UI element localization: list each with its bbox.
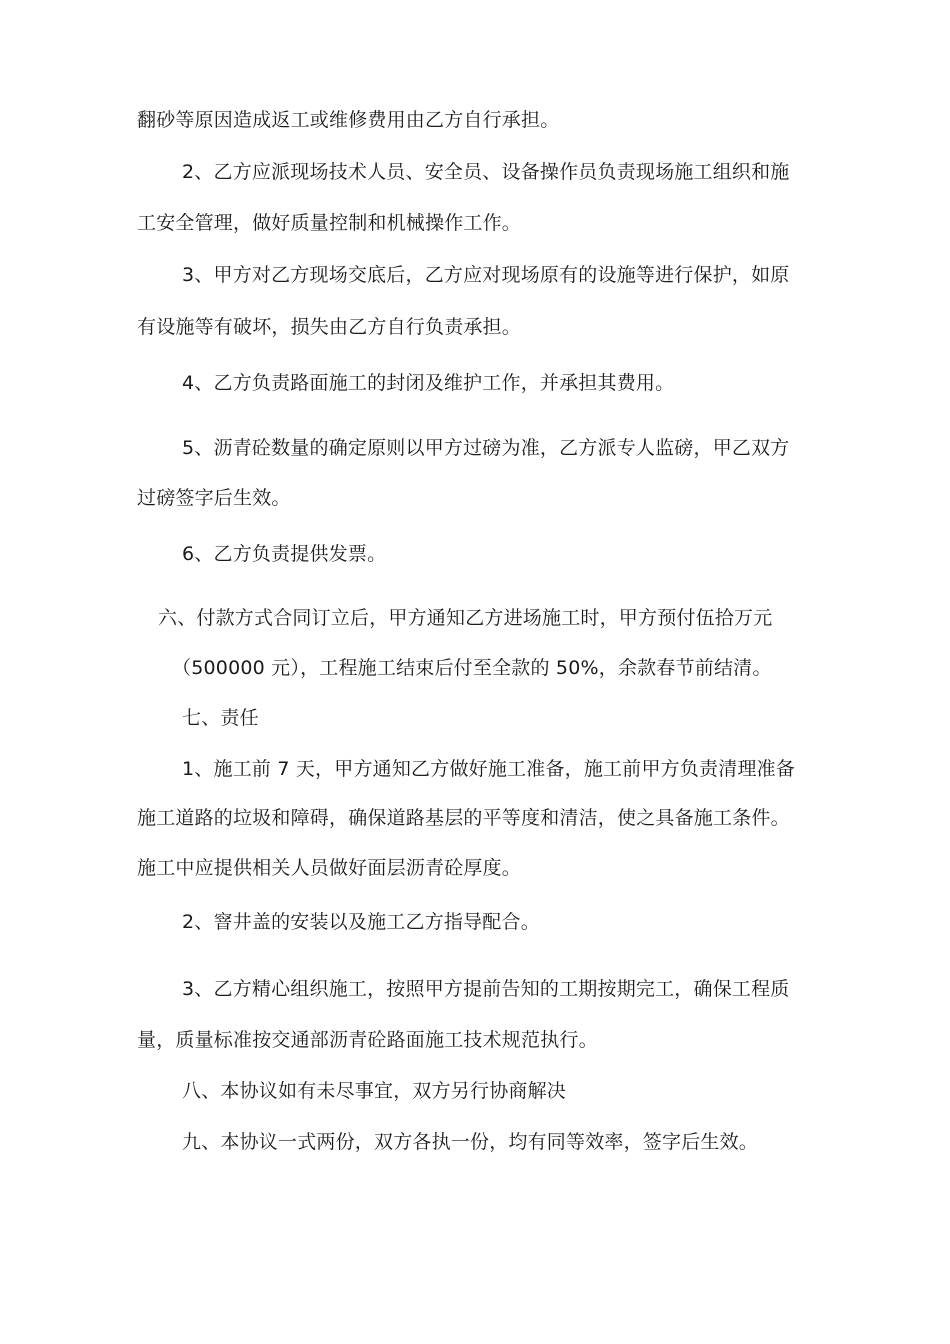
text-line: 翻砂等原因造成返工或维修费用由乙方自行承担。: [137, 109, 560, 131]
text-line: 八、本协议如有未尽事宜，双方另行协商解决: [182, 1080, 567, 1102]
text-line: 施工中应提供相关人员做好面层沥青砼厚度。: [137, 857, 522, 879]
text-line: 2、窨井盖的安装以及施工乙方指导配合。: [182, 911, 540, 933]
text-line: 3、甲方对乙方现场交底后，乙方应对现场原有的设施等进行保护，如原: [182, 264, 790, 286]
text-line: 3、乙方精心组织施工，按照甲方提前告知的工期按期完工，确保工程质: [182, 978, 790, 1000]
text-line: 6、乙方负责提供发票。: [182, 543, 387, 565]
text-line: 5、沥青砼数量的确定原则以甲方过磅为准，乙方派专人监磅，甲乙双方: [182, 437, 790, 459]
text-line: 有设施等有破坏，损失由乙方自行负责承担。: [137, 316, 522, 338]
text-line: 量，质量标准按交通部沥青砼路面施工技术规范执行。: [137, 1029, 598, 1051]
text-line: 工安全管理，做好质量控制和机械操作工作。: [137, 212, 522, 234]
text-line: 施工道路的垃圾和障碍，确保道路基层的平等度和清洁，使之具备施工条件。: [137, 807, 790, 829]
text-line: 七、责任: [182, 707, 259, 729]
text-line: （500000 元），工程施工结束后付至全款的 50%，余款春节前结清。: [172, 657, 772, 679]
text-line: 六、付款方式合同订立后，甲方通知乙方进场施工时，甲方预付伍拾万元: [158, 607, 773, 629]
text-line: 过磅签字后生效。: [137, 487, 291, 509]
text-line: 4、乙方负责路面施工的封闭及维护工作，并承担其费用。: [182, 372, 675, 394]
text-line: 2、乙方应派现场技术人员、安全员、设备操作员负责现场施工组织和施: [182, 161, 790, 183]
text-line: 1、施工前 7 天，甲方通知乙方做好施工准备，施工前甲方负责清理准备: [182, 758, 796, 780]
text-line: 九、本协议一式两份，双方各执一份，均有同等效率，签字后生效。: [182, 1131, 759, 1153]
